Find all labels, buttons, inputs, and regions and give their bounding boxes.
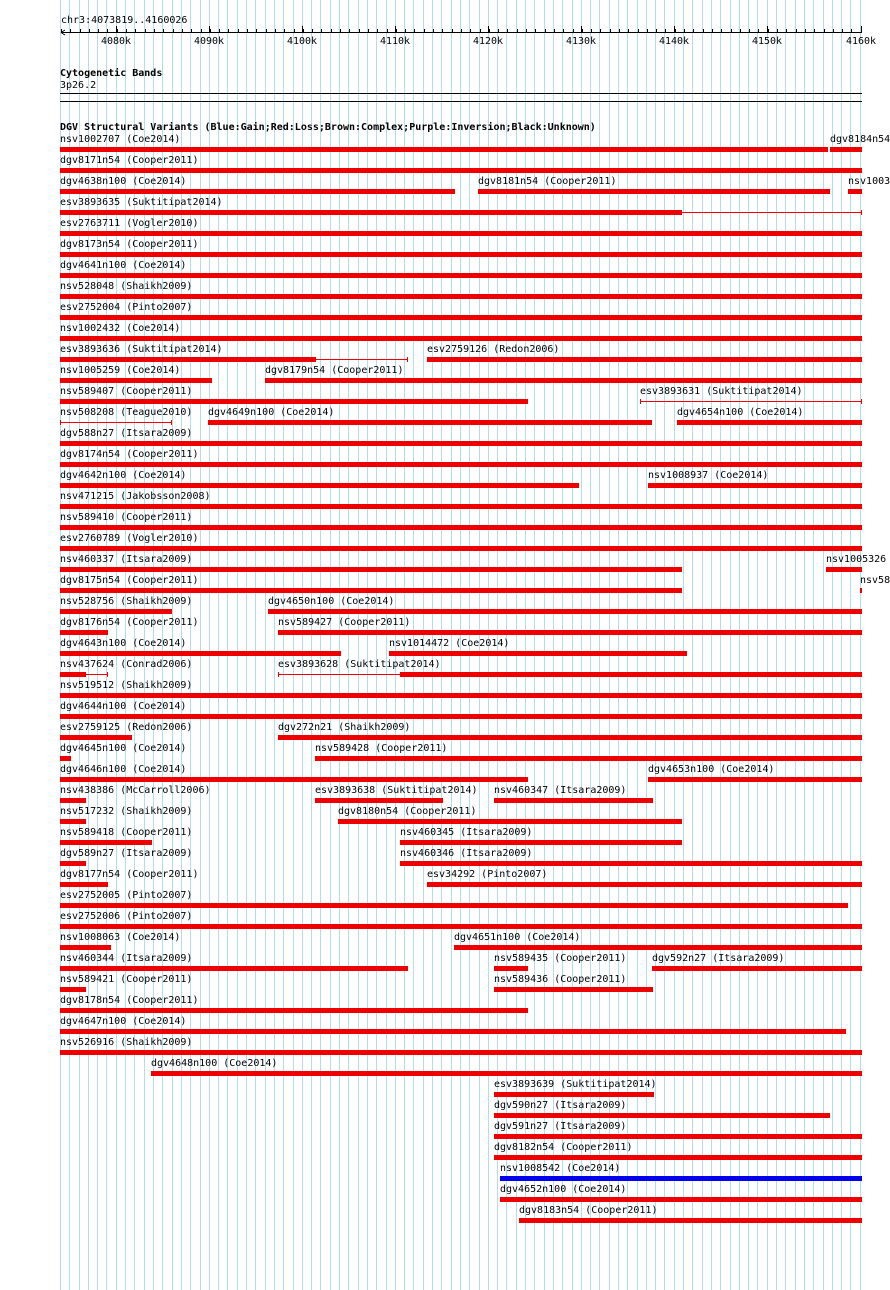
variant-bar[interactable] [60,252,862,257]
variant-label[interactable]: nsv437624 (Conrad2006) [60,659,193,670]
variant-end-tick[interactable] [107,672,108,677]
variant-bar[interactable] [60,294,862,299]
variant-label[interactable]: esv2763711 (Vogler2010) [60,218,199,229]
coordinate-label: chr3:4073819..4160026 [61,15,188,26]
variant-bar[interactable] [60,1008,528,1013]
variant-label[interactable]: nsv589407 (Cooper2011) [60,386,193,397]
variant-bar[interactable] [60,819,86,824]
variant-label[interactable]: nsv589410 (Cooper2011) [60,512,193,523]
variant-bar[interactable] [60,756,71,761]
variant-bar[interactable] [494,987,653,992]
variant-bar[interactable] [848,189,862,194]
variant-bar[interactable] [60,189,455,194]
variant-bar[interactable] [60,840,152,845]
variant-bar[interactable] [400,672,862,677]
variant-bar[interactable] [494,1155,862,1160]
dgv-track-title: DGV Structural Variants (Blue:Gain;Red:Loss;Brown:Complex;Purple:Inversion;Black:Unknown) [60,122,596,133]
variant-connector[interactable] [316,359,408,360]
variant-bar[interactable] [454,945,862,950]
variant-label[interactable]: dgv8182n54 (Cooper2011) [494,1142,633,1153]
variant-bar[interactable] [519,1218,862,1223]
variant-label[interactable]: nsv519512 (Shaikh2009) [60,680,193,691]
variant-label[interactable]: dgv4645n100 (Coe2014) [60,743,187,754]
variant-bar[interactable] [60,882,108,887]
variant-bar[interactable] [60,399,528,404]
variant-bar[interactable] [500,1176,862,1181]
variant-bar[interactable] [648,483,862,488]
variant-label[interactable]: esv3893631 (Suktitipat2014) [640,386,803,397]
variant-label[interactable]: dgv588n27 (Itsara2009) [60,428,193,439]
variant-bar[interactable] [60,168,862,173]
variant-bar[interactable] [60,231,862,236]
variant-label[interactable]: dgv8179n54 (Cooper2011) [265,365,404,376]
variant-label[interactable]: nsv589427 (Cooper2011) [278,617,411,628]
variant-bar[interactable] [315,756,862,761]
variant-bar[interactable] [60,945,111,950]
variant-label[interactable]: nsv1005259 (Coe2014) [60,365,181,376]
variant-label[interactable]: dgv272n21 (Shaikh2009) [278,722,411,733]
variant-label[interactable]: dgv4649n100 (Coe2014) [208,407,335,418]
variant-label[interactable]: dgv4643n100 (Coe2014) [60,638,187,649]
ruler-tick-label: 4110k [379,36,411,47]
variant-label[interactable]: esv2752004 (Pinto2007) [60,302,193,313]
ruler-tick-label: 4090k [193,36,225,47]
variant-label[interactable]: nsv58 [860,575,890,586]
variant-label[interactable]: nsv589435 (Cooper2011) [494,953,627,964]
variant-label[interactable]: nsv460337 (Itsara2009) [60,554,193,565]
variant-label[interactable]: dgv589n27 (Itsara2009) [60,848,193,859]
variant-label[interactable]: nsv1002432 (Coe2014) [60,323,181,334]
variant-bar[interactable] [315,798,443,803]
variant-label[interactable]: nsv528048 (Shaikh2009) [60,281,193,292]
variant-bar[interactable] [830,147,862,152]
variant-label[interactable]: nsv460344 (Itsara2009) [60,953,193,964]
ruler-tick-label: 4160k [845,36,877,47]
variant-bar[interactable] [208,420,652,425]
ruler-tick-label: 4100k [286,36,318,47]
cytoband-divider-bottom [60,101,862,102]
variant-bar[interactable] [60,798,86,803]
variant-end-tick[interactable] [171,420,172,425]
variant-end-tick[interactable] [861,399,862,404]
variant-label[interactable]: dgv4648n100 (Coe2014) [151,1058,278,1069]
variant-bar[interactable] [60,336,862,341]
variant-label[interactable]: nsv528756 (Shaikh2009) [60,596,193,607]
variant-label[interactable]: dgv4641n100 (Coe2014) [60,260,187,271]
variant-label[interactable]: dgv8171n54 (Cooper2011) [60,155,199,166]
variant-bar[interactable] [494,1092,654,1097]
variant-label[interactable]: dgv8177n54 (Cooper2011) [60,869,199,880]
variant-bar[interactable] [278,735,862,740]
variant-label[interactable]: dgv8173n54 (Cooper2011) [60,239,199,250]
variant-label[interactable]: nsv517232 (Shaikh2009) [60,806,193,817]
variant-label[interactable]: dgv4653n100 (Coe2014) [648,764,775,775]
variant-label[interactable]: dgv8183n54 (Cooper2011) [519,1205,658,1216]
variant-bar[interactable] [677,420,862,425]
variant-label[interactable]: dgv4638n100 (Coe2014) [60,176,187,187]
variant-bar[interactable] [427,357,862,362]
variant-label[interactable]: dgv4650n100 (Coe2014) [268,596,395,607]
variant-label[interactable]: dgv4646n100 (Coe2014) [60,764,187,775]
variant-label[interactable]: dgv8175n54 (Cooper2011) [60,575,199,586]
variant-label[interactable]: esv34292 (Pinto2007) [427,869,548,880]
variant-bar[interactable] [60,693,862,698]
variant-label[interactable]: nsv1008542 (Coe2014) [500,1163,621,1174]
variant-label[interactable]: nsv589421 (Cooper2011) [60,974,193,985]
variant-label[interactable]: nsv1005326 [826,554,887,565]
variant-label[interactable]: esv2752006 (Pinto2007) [60,911,193,922]
variant-bar[interactable] [400,861,862,866]
variant-label[interactable]: dgv4644n100 (Coe2014) [60,701,187,712]
variant-label[interactable]: nsv589428 (Cooper2011) [315,743,448,754]
variant-label[interactable]: dgv4642n100 (Coe2014) [60,470,187,481]
variant-bar[interactable] [338,819,682,824]
variant-bar[interactable] [60,672,86,677]
variant-label[interactable]: esv3893635 (Suktitipat2014) [60,197,223,208]
variant-bar[interactable] [427,882,862,887]
variant-label[interactable]: esv3893639 (Suktitipat2014) [494,1079,657,1090]
variant-label[interactable]: nsv589418 (Cooper2011) [60,827,193,838]
variant-label[interactable]: nsv526916 (Shaikh2009) [60,1037,193,1048]
variant-label[interactable]: dgv4652n100 (Coe2014) [500,1184,627,1195]
variant-bar[interactable] [60,861,86,866]
variant-bar[interactable] [494,966,528,971]
variant-bar[interactable] [278,630,862,635]
variant-end-tick[interactable] [861,210,862,215]
variant-label[interactable]: dgv4647n100 (Coe2014) [60,1016,187,1027]
variant-connector[interactable] [60,422,172,423]
variant-label[interactable]: esv3893636 (Suktitipat2014) [60,344,223,355]
variant-bar[interactable] [60,357,316,362]
cytoband-divider-top [60,93,862,94]
variant-label[interactable]: nsv1014472 (Coe2014) [389,638,510,649]
variant-bar[interactable] [826,567,862,572]
variant-bar[interactable] [60,504,862,509]
variant-bar[interactable] [60,525,862,530]
variant-bar[interactable] [652,966,862,971]
variant-bar[interactable] [478,189,830,194]
variant-bar[interactable] [60,651,341,656]
variant-label[interactable]: esv2759125 (Redon2006) [60,722,193,733]
variant-connector[interactable] [86,674,108,675]
variant-label[interactable]: esv3893638 (Suktitipat2014) [315,785,478,796]
variant-label[interactable]: esv2752005 (Pinto2007) [60,890,193,901]
variant-bar[interactable] [648,777,862,782]
variant-bar[interactable] [60,588,682,593]
variant-bar[interactable] [60,210,682,215]
variant-bar[interactable] [400,840,682,845]
variant-label[interactable]: dgv8176n54 (Cooper2011) [60,617,199,628]
variant-bar[interactable] [60,462,862,467]
cytoband-label[interactable]: 3p26.2 [60,80,97,91]
variant-bar[interactable] [60,315,862,320]
variant-label[interactable]: nsv471215 (Jakobsson2008) [60,491,211,502]
variant-bar[interactable] [500,1197,862,1202]
variant-bar[interactable] [265,378,862,383]
variant-bar[interactable] [494,798,653,803]
variant-label[interactable]: nsv460345 (Itsara2009) [400,827,533,838]
variant-bar[interactable] [60,273,862,278]
variant-label[interactable]: nsv1002707 (Coe2014) [60,134,181,145]
variant-bar[interactable] [494,1134,862,1139]
variant-label[interactable]: dgv4654n100 (Coe2014) [677,407,804,418]
variant-label[interactable]: dgv591n27 (Itsara2009) [494,1121,627,1132]
variant-label[interactable]: dgv8178n54 (Cooper2011) [60,995,199,1006]
variant-label[interactable]: nsv460347 (Itsara2009) [494,785,627,796]
variant-bar[interactable] [389,651,687,656]
variant-connector[interactable] [640,401,862,402]
variant-label[interactable]: dgv592n27 (Itsara2009) [652,953,785,964]
variant-label[interactable]: esv2759126 (Redon2006) [427,344,560,355]
variant-bar[interactable] [60,714,862,719]
variant-label[interactable]: nsv1008063 (Coe2014) [60,932,181,943]
variant-label[interactable]: dgv8180n54 (Cooper2011) [338,806,477,817]
variant-bar[interactable] [60,483,579,488]
ruler[interactable] [0,24,890,48]
variant-bar[interactable] [60,924,862,929]
ruler-tick-label: 4150k [751,36,783,47]
variant-label[interactable]: nsv589436 (Cooper2011) [494,974,627,985]
variant-bar[interactable] [60,378,212,383]
variant-label[interactable]: dgv8184n54 [830,134,890,145]
variant-bar[interactable] [60,147,828,152]
variant-bar[interactable] [60,630,108,635]
cytoband-track-title: Cytogenetic Bands [60,68,163,79]
variant-bar[interactable] [60,777,528,782]
variant-label[interactable]: dgv8181n54 (Cooper2011) [478,176,617,187]
variant-bar[interactable] [60,546,862,551]
variant-bar[interactable] [60,903,848,908]
variant-bar[interactable] [60,567,682,572]
variant-bar[interactable] [151,1071,862,1076]
variant-label[interactable]: nsv1003 [848,176,890,187]
variant-label[interactable]: dgv590n27 (Itsara2009) [494,1100,627,1111]
variant-label[interactable]: esv2760789 (Vogler2010) [60,533,199,544]
ruler-tick-label: 4120k [472,36,504,47]
ruler-tick-label: 4130k [565,36,597,47]
variant-label[interactable]: esv3893628 (Suktitipat2014) [278,659,441,670]
variant-label[interactable]: dgv8174n54 (Cooper2011) [60,449,199,460]
variant-label[interactable]: nsv460346 (Itsara2009) [400,848,533,859]
variant-bar[interactable] [60,441,862,446]
variant-bar[interactable] [494,1113,830,1118]
variant-connector[interactable] [278,674,400,675]
variant-label[interactable]: nsv438386 (McCarroll2006) [60,785,211,796]
variant-bar[interactable] [60,609,172,614]
variant-bar[interactable] [60,1050,862,1055]
variant-bar[interactable] [60,1029,846,1034]
variant-connector[interactable] [682,212,862,213]
variant-bar[interactable] [268,609,862,614]
variant-bar[interactable] [60,966,408,971]
variant-bar[interactable] [60,987,86,992]
variant-label[interactable]: dgv4651n100 (Coe2014) [454,932,581,943]
ruler-tick-label: 4080k [100,36,132,47]
variant-bar[interactable] [60,735,132,740]
variant-label[interactable]: nsv1008937 (Coe2014) [648,470,769,481]
variant-label[interactable]: nsv508208 (Teague2010) [60,407,193,418]
variant-bar[interactable] [860,588,862,593]
variant-end-tick[interactable] [407,357,408,362]
ruler-tick-label: 4140k [658,36,690,47]
